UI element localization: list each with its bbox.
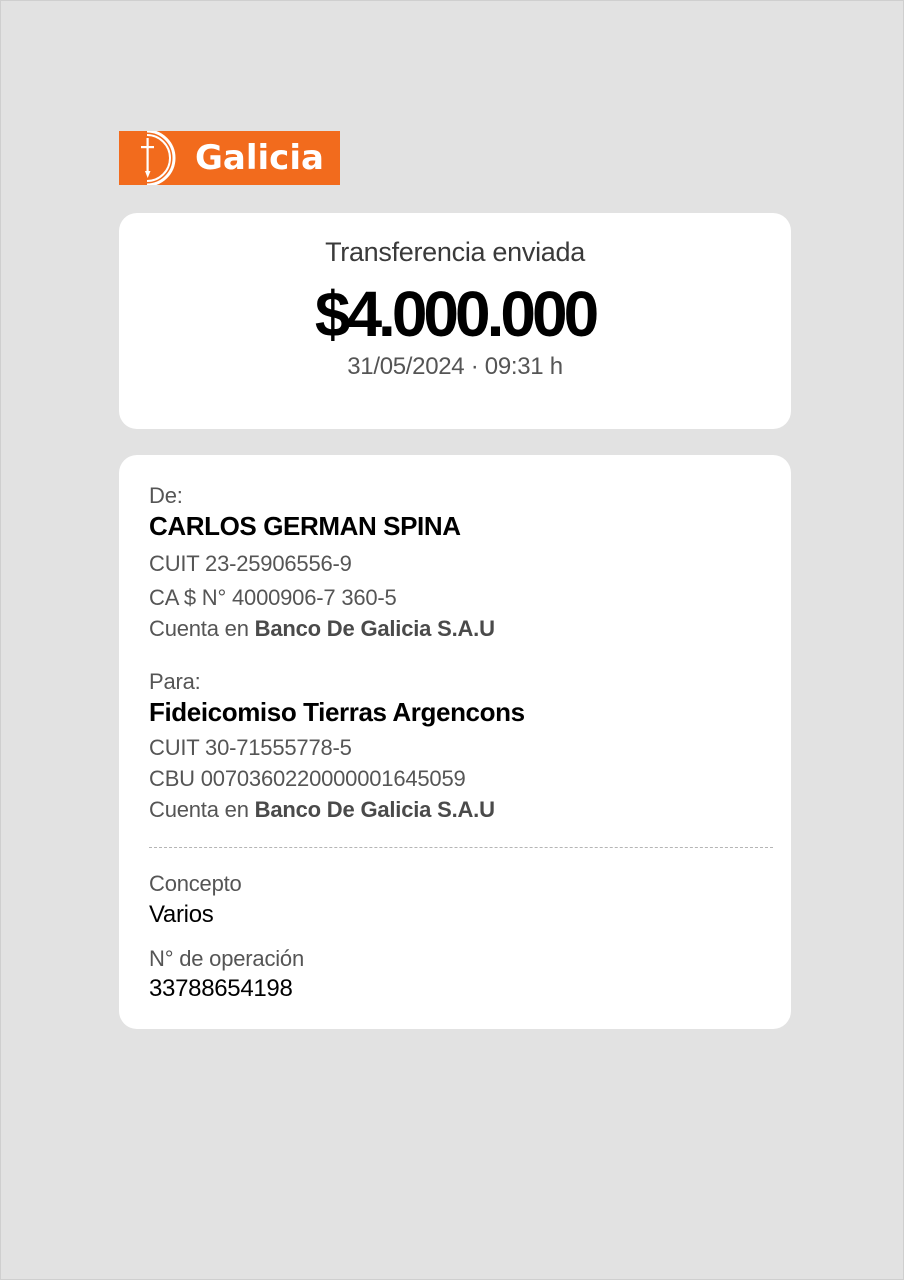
concept-value: Varios (149, 901, 214, 928)
to-cbu: CBU 0070360220000001645059 (149, 766, 466, 791)
from-bank (149, 616, 495, 642)
operation-label: N° de operación (149, 946, 305, 971)
to-bank (149, 797, 495, 823)
from-account: CA $ N° 4000906-7 360-5 (149, 585, 397, 610)
transfer-amount: $4.000.000 (314, 278, 596, 350)
to-bank-name: Banco De Galicia S.A.U (254, 797, 495, 822)
galicia-dagger-icon (119, 131, 179, 185)
transfer-title: Transferencia enviada (325, 237, 585, 267)
operation-number: 33788654198 (149, 975, 293, 1002)
to-label: Para: (149, 669, 201, 694)
amount-card (119, 213, 791, 429)
from-bank-prefix: Cuenta en (149, 616, 249, 641)
brand-name: Galicia (195, 138, 324, 178)
to-bank-prefix: Cuenta en (149, 797, 249, 822)
section-divider (149, 847, 773, 848)
from-bank-name: Banco De Galicia S.A.U (254, 616, 495, 641)
concept-label: Concepto (149, 871, 242, 896)
to-cuit: CUIT 30-71555778-5 (149, 735, 352, 760)
to-name: Fideicomiso Tierras Argencons (149, 697, 525, 727)
from-name: CARLOS GERMAN SPINA (149, 511, 461, 541)
from-label: De: (149, 483, 183, 508)
transfer-datetime: 31/05/2024 · 09:31 h (347, 353, 563, 380)
galicia-logo (119, 131, 340, 185)
from-cuit: CUIT 23-25906556-9 (149, 551, 352, 576)
details-card (119, 455, 791, 1029)
